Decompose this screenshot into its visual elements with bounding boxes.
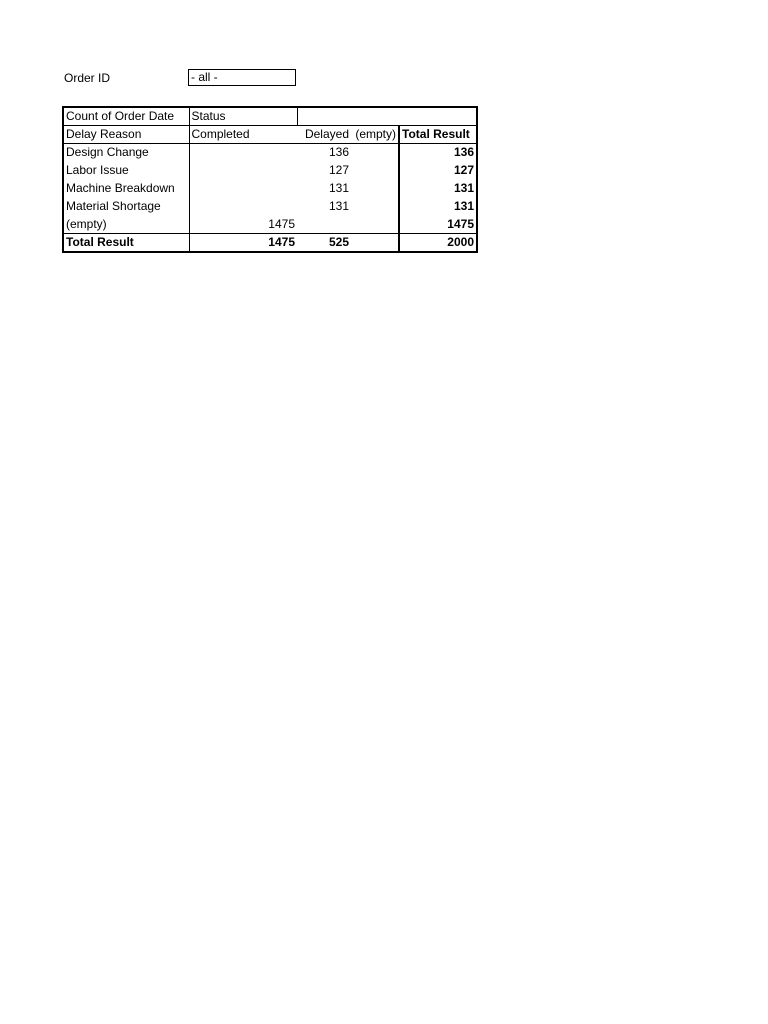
cell-delayed: 136 [328, 145, 349, 160]
cell-completed [189, 180, 297, 198]
row-label: Machine Breakdown [63, 180, 189, 198]
cell-delayed: 127 [328, 163, 349, 177]
row-label: Labor Issue [63, 162, 189, 180]
cell-total: 131 [399, 198, 477, 216]
cell-total: 131 [399, 180, 477, 198]
cell-completed [189, 162, 297, 180]
pivot-header-row-2 [63, 126, 477, 144]
total-row-label: Total Result [63, 234, 189, 253]
row-field-label[interactable]: Delay Reason [63, 126, 189, 144]
header-blank [399, 107, 477, 126]
cell-empty [351, 144, 399, 162]
grand-total: 2000 [399, 234, 477, 253]
cell-delayed [297, 216, 351, 234]
cell-completed [189, 198, 297, 216]
table-row [63, 198, 477, 216]
filter-label: Order ID [64, 71, 111, 85]
header-blank [351, 107, 399, 126]
cell-delayed: 131 [328, 199, 349, 213]
column-header-total: Total Result [399, 126, 477, 144]
column-header-empty: (empty) [351, 126, 399, 144]
cell-empty [351, 216, 399, 234]
column-header-delayed: Delayed [297, 126, 351, 144]
row-label: (empty) [63, 216, 189, 234]
row-label: Design Change [63, 144, 189, 162]
cell-empty [351, 162, 399, 180]
pivot-table [62, 106, 478, 253]
filter-dropdown[interactable]: - all - [188, 69, 296, 86]
row-label: Material Shortage [63, 198, 189, 216]
cell-delayed: 131 [328, 181, 349, 195]
column-header-completed: Completed [189, 126, 297, 144]
table-row [63, 216, 477, 234]
total-empty [351, 234, 399, 253]
total-delayed: 525 [297, 234, 351, 253]
cell-total: 127 [399, 162, 477, 180]
header-blank [297, 107, 351, 126]
column-field-label[interactable]: Status [189, 107, 297, 126]
table-row [63, 144, 477, 162]
table-row [63, 180, 477, 198]
total-completed: 1475 [189, 234, 297, 253]
cell-empty [351, 180, 399, 198]
total-row [63, 234, 477, 253]
cell-empty [351, 198, 399, 216]
pivot-header-row-1 [63, 107, 477, 126]
data-field-label[interactable]: Count of Order Date [63, 107, 189, 126]
table-row [63, 162, 477, 180]
cell-total: 136 [399, 144, 477, 162]
cell-total: 1475 [399, 216, 477, 234]
cell-completed: 1475 [268, 216, 295, 231]
cell-completed [189, 144, 297, 162]
